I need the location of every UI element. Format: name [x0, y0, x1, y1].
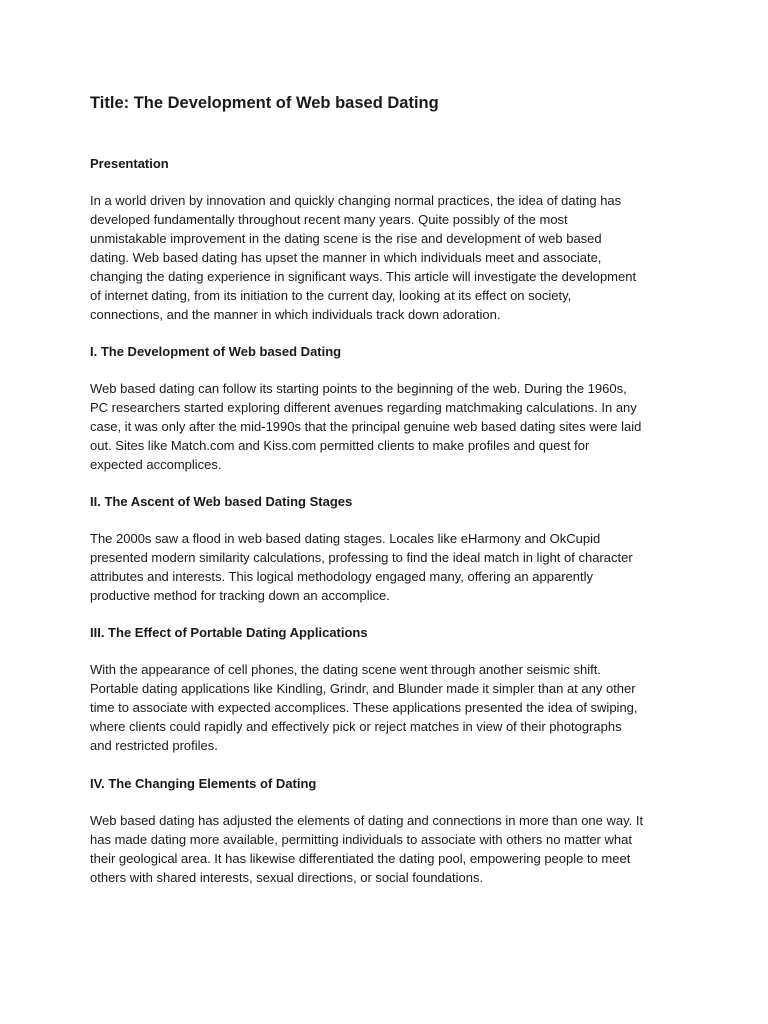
- section-paragraph-2: [90, 529, 685, 605]
- paragraph-line: In a world driven by innovation and quickly changing normal practices, the idea of dating has: [90, 193, 622, 208]
- paragraph-line: where clients could rapidly and effectively pick or reject matches in view of their photographs: [90, 719, 622, 734]
- paragraph-line: Portable dating applications like Kindling, Grindr, and Blunder made it simpler than at any other: [90, 681, 636, 696]
- paragraph-line: Web based dating has adjusted the elements of dating and connections in more than one way. It: [90, 813, 644, 828]
- paragraph-line: expected accomplices.: [90, 457, 222, 472]
- paragraph-line: others with shared interests, sexual directions, or social foundations.: [90, 870, 484, 885]
- paragraph-line: unmistakable improvement in the dating scene is the rise and development of web based: [90, 231, 602, 246]
- section-paragraph-1: [90, 379, 685, 474]
- paragraph-line: attributes and interests. This logical methodology engaged many, offering an apparently: [90, 569, 593, 584]
- section-heading-3: III. The Effect of Portable Dating Applications: [90, 625, 368, 640]
- paragraph-line: The 2000s saw a flood in web based dating stages. Locales like eHarmony and OkCupid: [90, 531, 601, 546]
- section-heading-4: IV. The Changing Elements of Dating: [90, 776, 317, 791]
- paragraph-line: developed fundamentally throughout recent many years. Quite possibly of the most: [90, 212, 568, 227]
- paragraph-line: out. Sites like Match.com and Kiss.com permitted clients to make profiles and quest for: [90, 438, 590, 453]
- section-heading-2: II. The Ascent of Web based Dating Stages: [90, 494, 353, 509]
- paragraph-line: their geological area. It has likewise differentiated the dating pool, empowering people to meet: [90, 851, 631, 866]
- paragraph-line: PC researchers started exploring different avenues regarding matchmaking calculations. In any: [90, 400, 637, 415]
- paragraph-line: of internet dating, from its initiation to the current day, looking at its effect on society,: [90, 288, 572, 303]
- paragraph-line: dating. Web based dating has upset the manner in which individuals meet and associate,: [90, 250, 602, 265]
- paragraph-line: time to associate with expected accomplices. These applications presented the idea of swiping,: [90, 700, 638, 715]
- section-heading-1: I. The Development of Web based Dating: [90, 344, 342, 359]
- section-paragraph-3: [90, 660, 685, 755]
- paragraph-line: changing the dating experience in significant ways. This article will investigate the development: [90, 269, 637, 284]
- paragraph-line: Web based dating can follow its starting points to the beginning of the web. During the 1960s,: [90, 381, 627, 396]
- section-heading-presentation: Presentation: [90, 156, 169, 171]
- section-paragraph-4: [90, 811, 685, 887]
- paragraph-line: With the appearance of cell phones, the dating scene went through another seismic shift.: [90, 662, 601, 677]
- paragraph-line: productive method for tracking down an accomplice.: [90, 588, 390, 603]
- paragraph-line: presented modern similarity calculations, professing to find the ideal match in light of character: [90, 550, 633, 565]
- document-title: Title: The Development of Web based Dating: [90, 94, 439, 112]
- section-paragraph-presentation: [90, 191, 685, 324]
- paragraph-line: and restricted profiles.: [90, 738, 218, 753]
- paragraph-line: connections, and the manner in which individuals track down adoration.: [90, 307, 501, 322]
- paragraph-line: case, it was only after the mid-1990s that the principal genuine web based dating sites were laid: [90, 419, 642, 434]
- paragraph-line: has made dating more available, permitting individuals to associate with others no matter what: [90, 832, 632, 847]
